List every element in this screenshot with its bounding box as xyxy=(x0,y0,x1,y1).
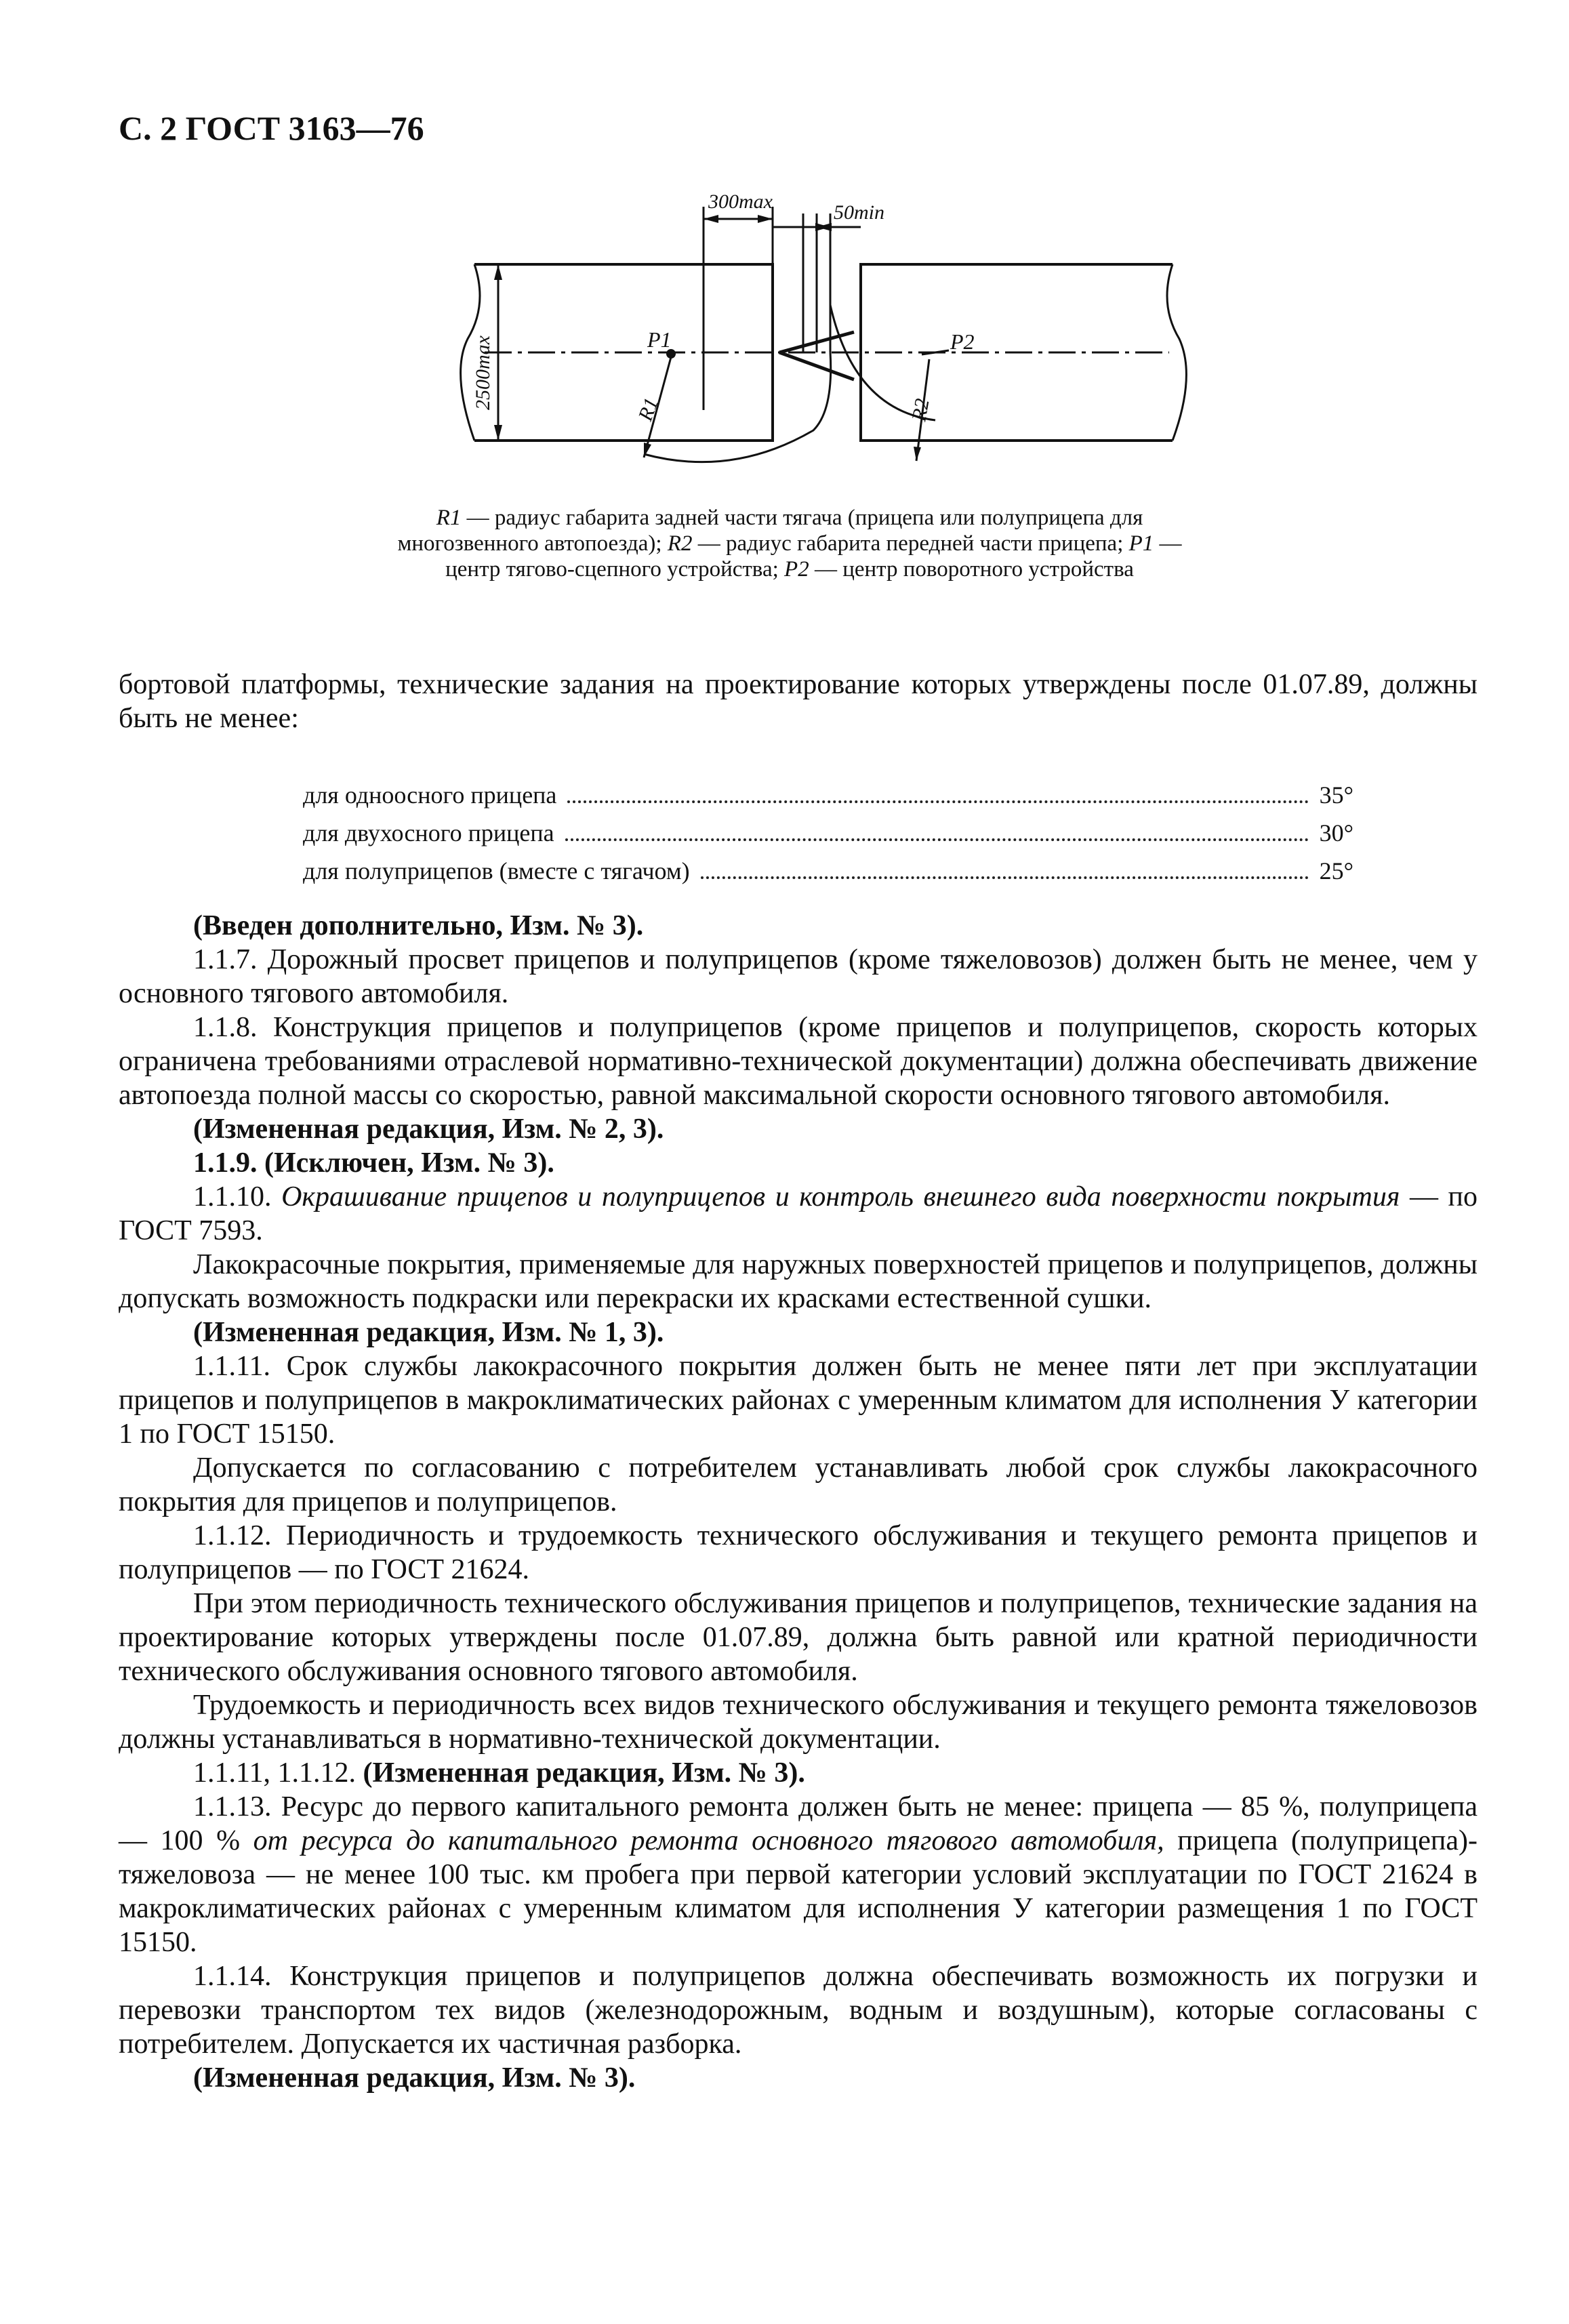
caption-part4: — центр поворотного устройства xyxy=(809,557,1134,582)
caption-part1: — радиус габарита задней части тягача (прицепа или полуприцепа для многозвенного автопоезда); xyxy=(397,506,1143,556)
angle-row xyxy=(303,776,1353,814)
clause-1-1-12: 1.1.12. Периодичность и трудоемкость технического обслуживания и текущего ремонта прицепов и полуприцепов — по ГОСТ 21624. xyxy=(119,1520,1478,1585)
angle-label: для полуприцепов (вместе с тягачом) xyxy=(303,857,690,884)
angle-row xyxy=(303,814,1353,852)
r1-arc xyxy=(644,352,831,462)
figure-caption xyxy=(393,505,1186,582)
dim-50min-label: 50min xyxy=(834,201,884,224)
coupling-diagram-svg xyxy=(447,186,1200,505)
dim-300max-label: 300max xyxy=(708,190,773,213)
clause-italic-text: от ресурса до капитального ремонта основного тягового автомобиля, xyxy=(253,1825,1164,1856)
r1-label: R1 xyxy=(634,394,663,424)
caption-p1-symbol: P1 xyxy=(1128,531,1154,556)
drawbar-lower xyxy=(779,352,854,380)
caption-part2: — радиус габарита передней части прицепа; xyxy=(692,531,1129,556)
clause-1-1-13 xyxy=(119,1790,1478,1959)
angle-value: 35° xyxy=(1319,781,1353,809)
clause-1-1-10 xyxy=(119,1180,1478,1248)
caption-part3: — центр тягово-сцепного устройства; xyxy=(445,531,1182,582)
page-header: С. 2 ГОСТ 3163—76 xyxy=(119,109,424,147)
clause-italic-text: Окрашивание прицепов и полуприцепов и контроль внешнего вида поверхности покрытия xyxy=(281,1181,1400,1212)
periodicity-paragraph: При этом периодичность технического обслуживания прицепов и полуприцепов, технические задания на проектирование которых утверждены после 01.07.89, должна быть равной или кратной периодичности технического обслуживания основного тягового автомобиля. xyxy=(119,1588,1478,1687)
caption-r2-symbol: R2 xyxy=(667,531,693,556)
angle-label: для двухосного прицепа xyxy=(303,819,554,847)
clause-text: 1.1.13. Ресурс до первого капитального ремонта должен быть не менее: прицепа — 85 %, полуприцепа — 100 % xyxy=(119,1791,1478,1856)
amendment-note: (Измененная редакция, Изм. № 2, 3). xyxy=(193,1114,664,1145)
caption-r1-symbol: R1 xyxy=(436,506,462,530)
amendment-note: (Измененная редакция, Изм. № 3). xyxy=(193,2062,636,2094)
clause-1-1-8: 1.1.8. Конструкция прицепов и полуприцепов (кроме прицепов и полуприцепов, скорость которых ограничена требованиями отраслевой нормативно-технической документации) должна обеспечивать движение автопоезда полной массы со скоростью, равной максимальной скорости основного тягового автомобиля. xyxy=(119,1012,1478,1111)
clause-1-1-11: 1.1.11. Срок службы лакокрасочного покрытия должен быть не менее пяти лет при эксплуатации прицепов и полуприцепов в макроклиматических районах с умеренным климатом для исполнения У категории 1 по ГОСТ 15150. xyxy=(119,1351,1478,1450)
trailer-break-line xyxy=(1167,264,1186,441)
coupling-diagram xyxy=(447,186,1200,505)
angle-label: для одноосного прицепа xyxy=(303,781,557,809)
clause-text: прицепа (полуприцепа)-тяжеловоза — не менее 100 тыс. км пробега при первой категории условий эксплуатации по ГОСТ 21624 в макроклиматических районах с умеренным климатом для исполнения У категории размещения 1 по ГОСТ 15150. xyxy=(119,1825,1478,1958)
angle-list xyxy=(303,776,1353,890)
paint-paragraph: Лакокрасочные покрытия, применяемые для наружных поверхностей прицепов и полуприцепов, должны допускать возможность подкраски или перекраски их красками естественной сушки. xyxy=(119,1249,1478,1314)
clause-1-1-9: 1.1.9. (Исключен, Изм. № 3). xyxy=(193,1147,554,1179)
allowance-paragraph: Допускается по согласованию с потребителем устанавливать любой срок службы лакокрасочного покрытия для прицепов и полуприцепов. xyxy=(119,1452,1478,1517)
p2-label: P2 xyxy=(950,329,975,354)
amendment-text: (Измененная редакция, Изм. № 3). xyxy=(363,1757,805,1789)
dim-2500max-label: 2500max xyxy=(472,335,494,410)
clause-1-1-14: 1.1.14. Конструкция прицепов и полуприцепов должна обеспечивать возможность их погрузки и перевозки транспортом тех видов (железнодорожным, водным и воздушным), которые согласованы с потребителем. Допускается их частичная разборка. xyxy=(119,1961,1478,2060)
amendment-note xyxy=(119,1756,1478,1790)
r2-label: R2 xyxy=(908,396,934,424)
angle-value: 25° xyxy=(1319,857,1353,884)
p1-label: P1 xyxy=(647,327,672,352)
labor-paragraph: Трудоемкость и периодичность всех видов технического обслуживания и текущего ремонта тяжеловозов должны устанавливаться в нормативно-технической документации. xyxy=(119,1690,1478,1755)
angle-value: 30° xyxy=(1319,819,1353,847)
amendment-note: (Измененная редакция, Изм. № 1, 3). xyxy=(193,1317,664,1348)
angle-row xyxy=(303,852,1353,890)
clause-number: 1.1.11, 1.1.12. xyxy=(193,1757,363,1789)
clause-1-1-7: 1.1.7. Дорожный просвет прицепов и полуприцепов (кроме тяжеловозов) должен быть не менее, чем у основного тягового автомобиля. xyxy=(119,944,1478,1009)
caption-p2-symbol: P2 xyxy=(784,557,809,582)
intro-paragraph: бортовой платформы, технические задания на проектирование которых утверждены после 01.07.89, должны быть не менее: xyxy=(119,669,1478,734)
amendment-note: (Введен дополнительно, Изм. № 3). xyxy=(193,910,644,941)
clause-number: 1.1.10. xyxy=(193,1181,282,1212)
body-text xyxy=(119,668,1478,2095)
clause-text: — по ГОСТ 7593. xyxy=(119,1181,1478,1246)
